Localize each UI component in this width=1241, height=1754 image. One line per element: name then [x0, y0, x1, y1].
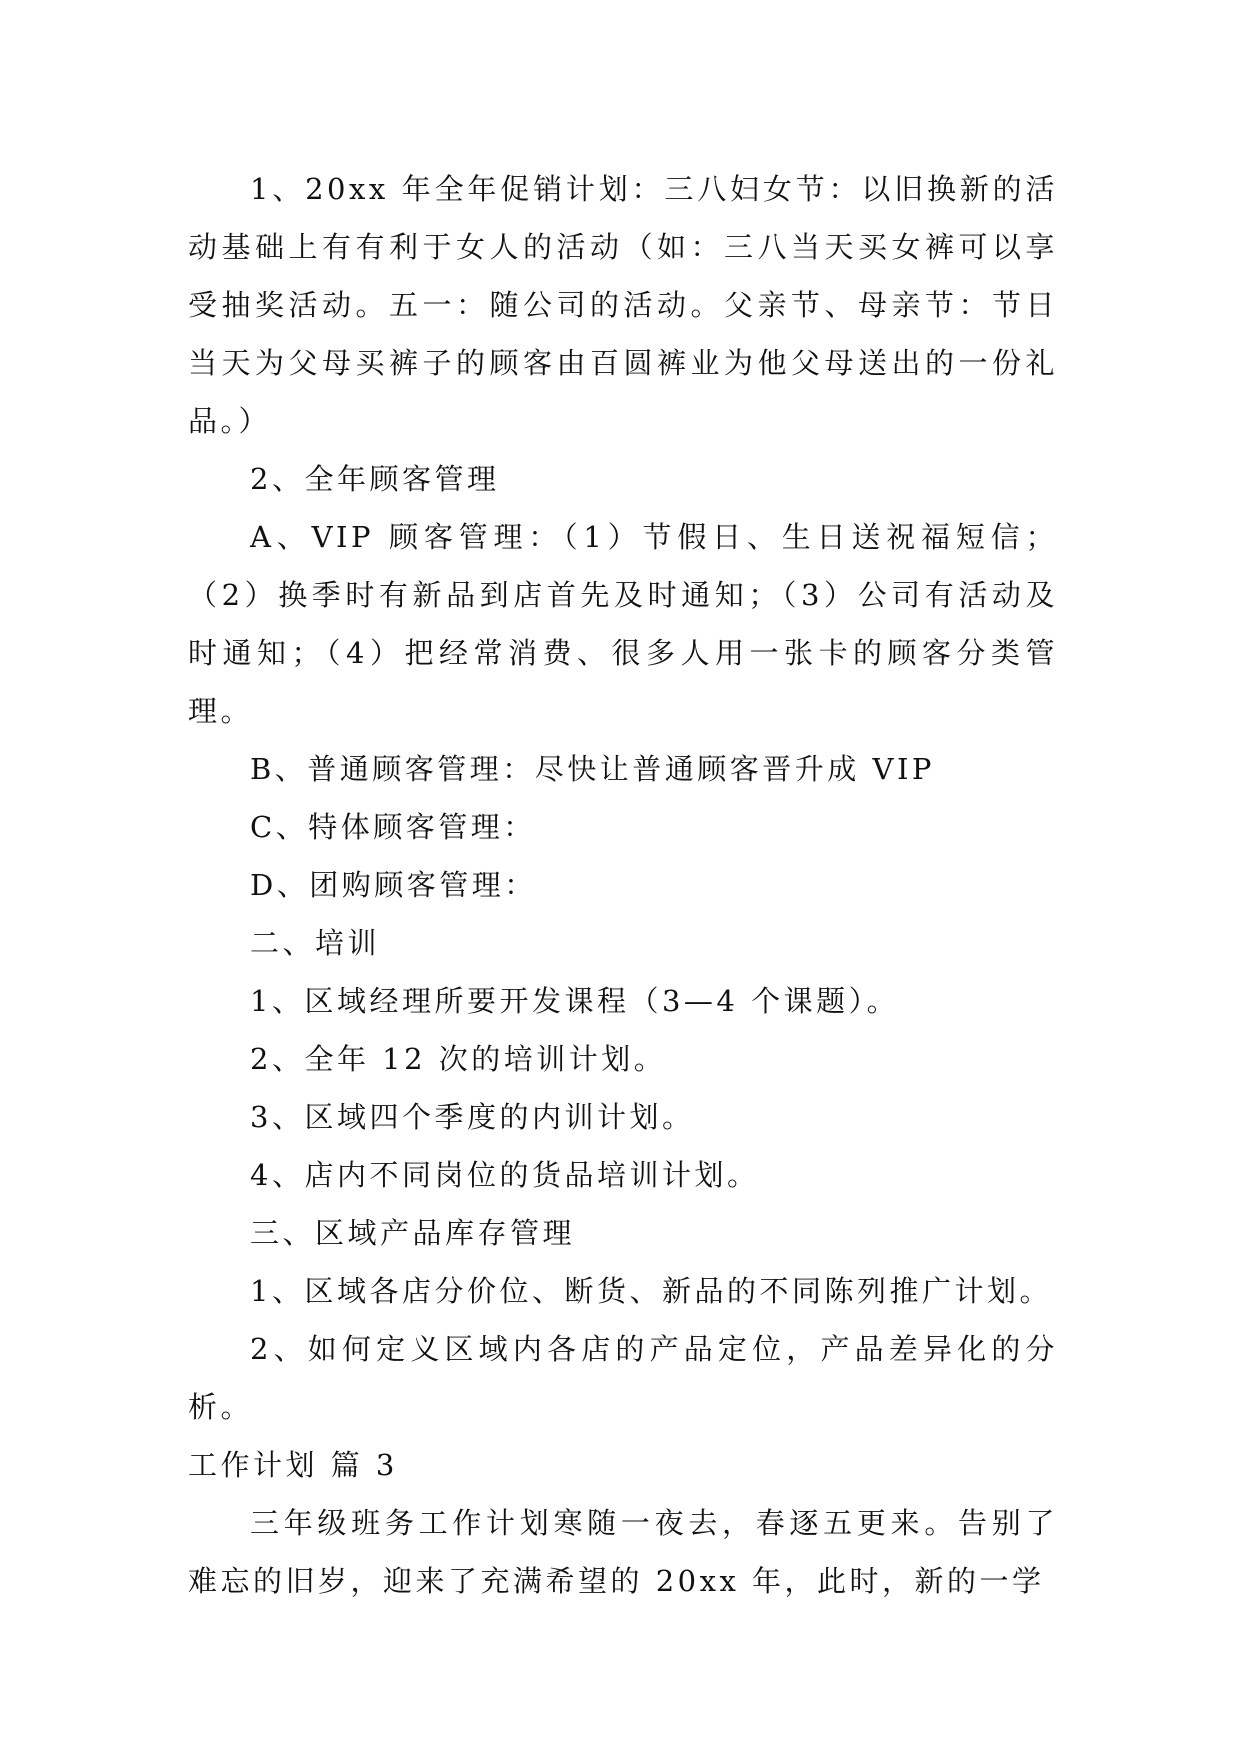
paragraph-class-plan: 三年级班务工作计划寒随一夜去，春逐五更来。告别了难忘的旧岁，迎来了充满希望的 20xx 年，此时，新的一学	[188, 1506, 1058, 1598]
paragraph-vip-customers: A、VIP 顾客管理：（1）节假日、生日送祝福短信；（2）换季时有新品到店首先及时通知；（3）公司有活动及时通知；（4）把经常消费、很多人用一张卡的顾客分类管理。	[188, 520, 1058, 728]
paragraph-customer-management: 2、全年顾客管理	[250, 462, 500, 496]
paragraph-regular-customers: B、普通顾客管理：尽快让普通顾客晋升成 VIP	[250, 752, 935, 786]
paragraph-special-customers: C、特体顾客管理：	[250, 810, 536, 844]
paragraph-training-positions: 4、店内不同岗位的货品培训计划。	[250, 1158, 760, 1192]
paragraph-training-courses: 1、区域经理所要开发课程（3—4 个课题）。	[250, 984, 900, 1018]
section-heading: 工作计划 篇 3	[188, 1448, 398, 1482]
paragraph-training-heading: 二、培训	[250, 926, 381, 960]
paragraph-inventory-positioning: 2、如何定义区域内各店的产品定位，产品差异化的分析。	[188, 1332, 1058, 1424]
paragraph-inventory-heading: 三、区域产品库存管理	[250, 1216, 576, 1250]
paragraph-group-customers: D、团购顾客管理：	[250, 868, 537, 902]
paragraph-training-annual: 2、全年 12 次的培训计划。	[250, 1042, 667, 1076]
paragraph-training-quarterly: 3、区域四个季度的内训计划。	[250, 1100, 695, 1134]
paragraph-promotion-plan: 1、20xx 年全年促销计划：三八妇女节：以旧换新的活动基础上有有利于女人的活动（如：三八当天买女裤可以享受抽奖活动。五一：随公司的活动。父亲节、母亲节：节日当天为父母买裤子的顾客由百圆裤业为他父母送出的一份礼品。）	[188, 172, 1058, 438]
document-body	[188, 160, 1058, 1610]
paragraph-inventory-display: 1、区域各店分价位、断货、新品的不同陈列推广计划。	[250, 1274, 1052, 1308]
